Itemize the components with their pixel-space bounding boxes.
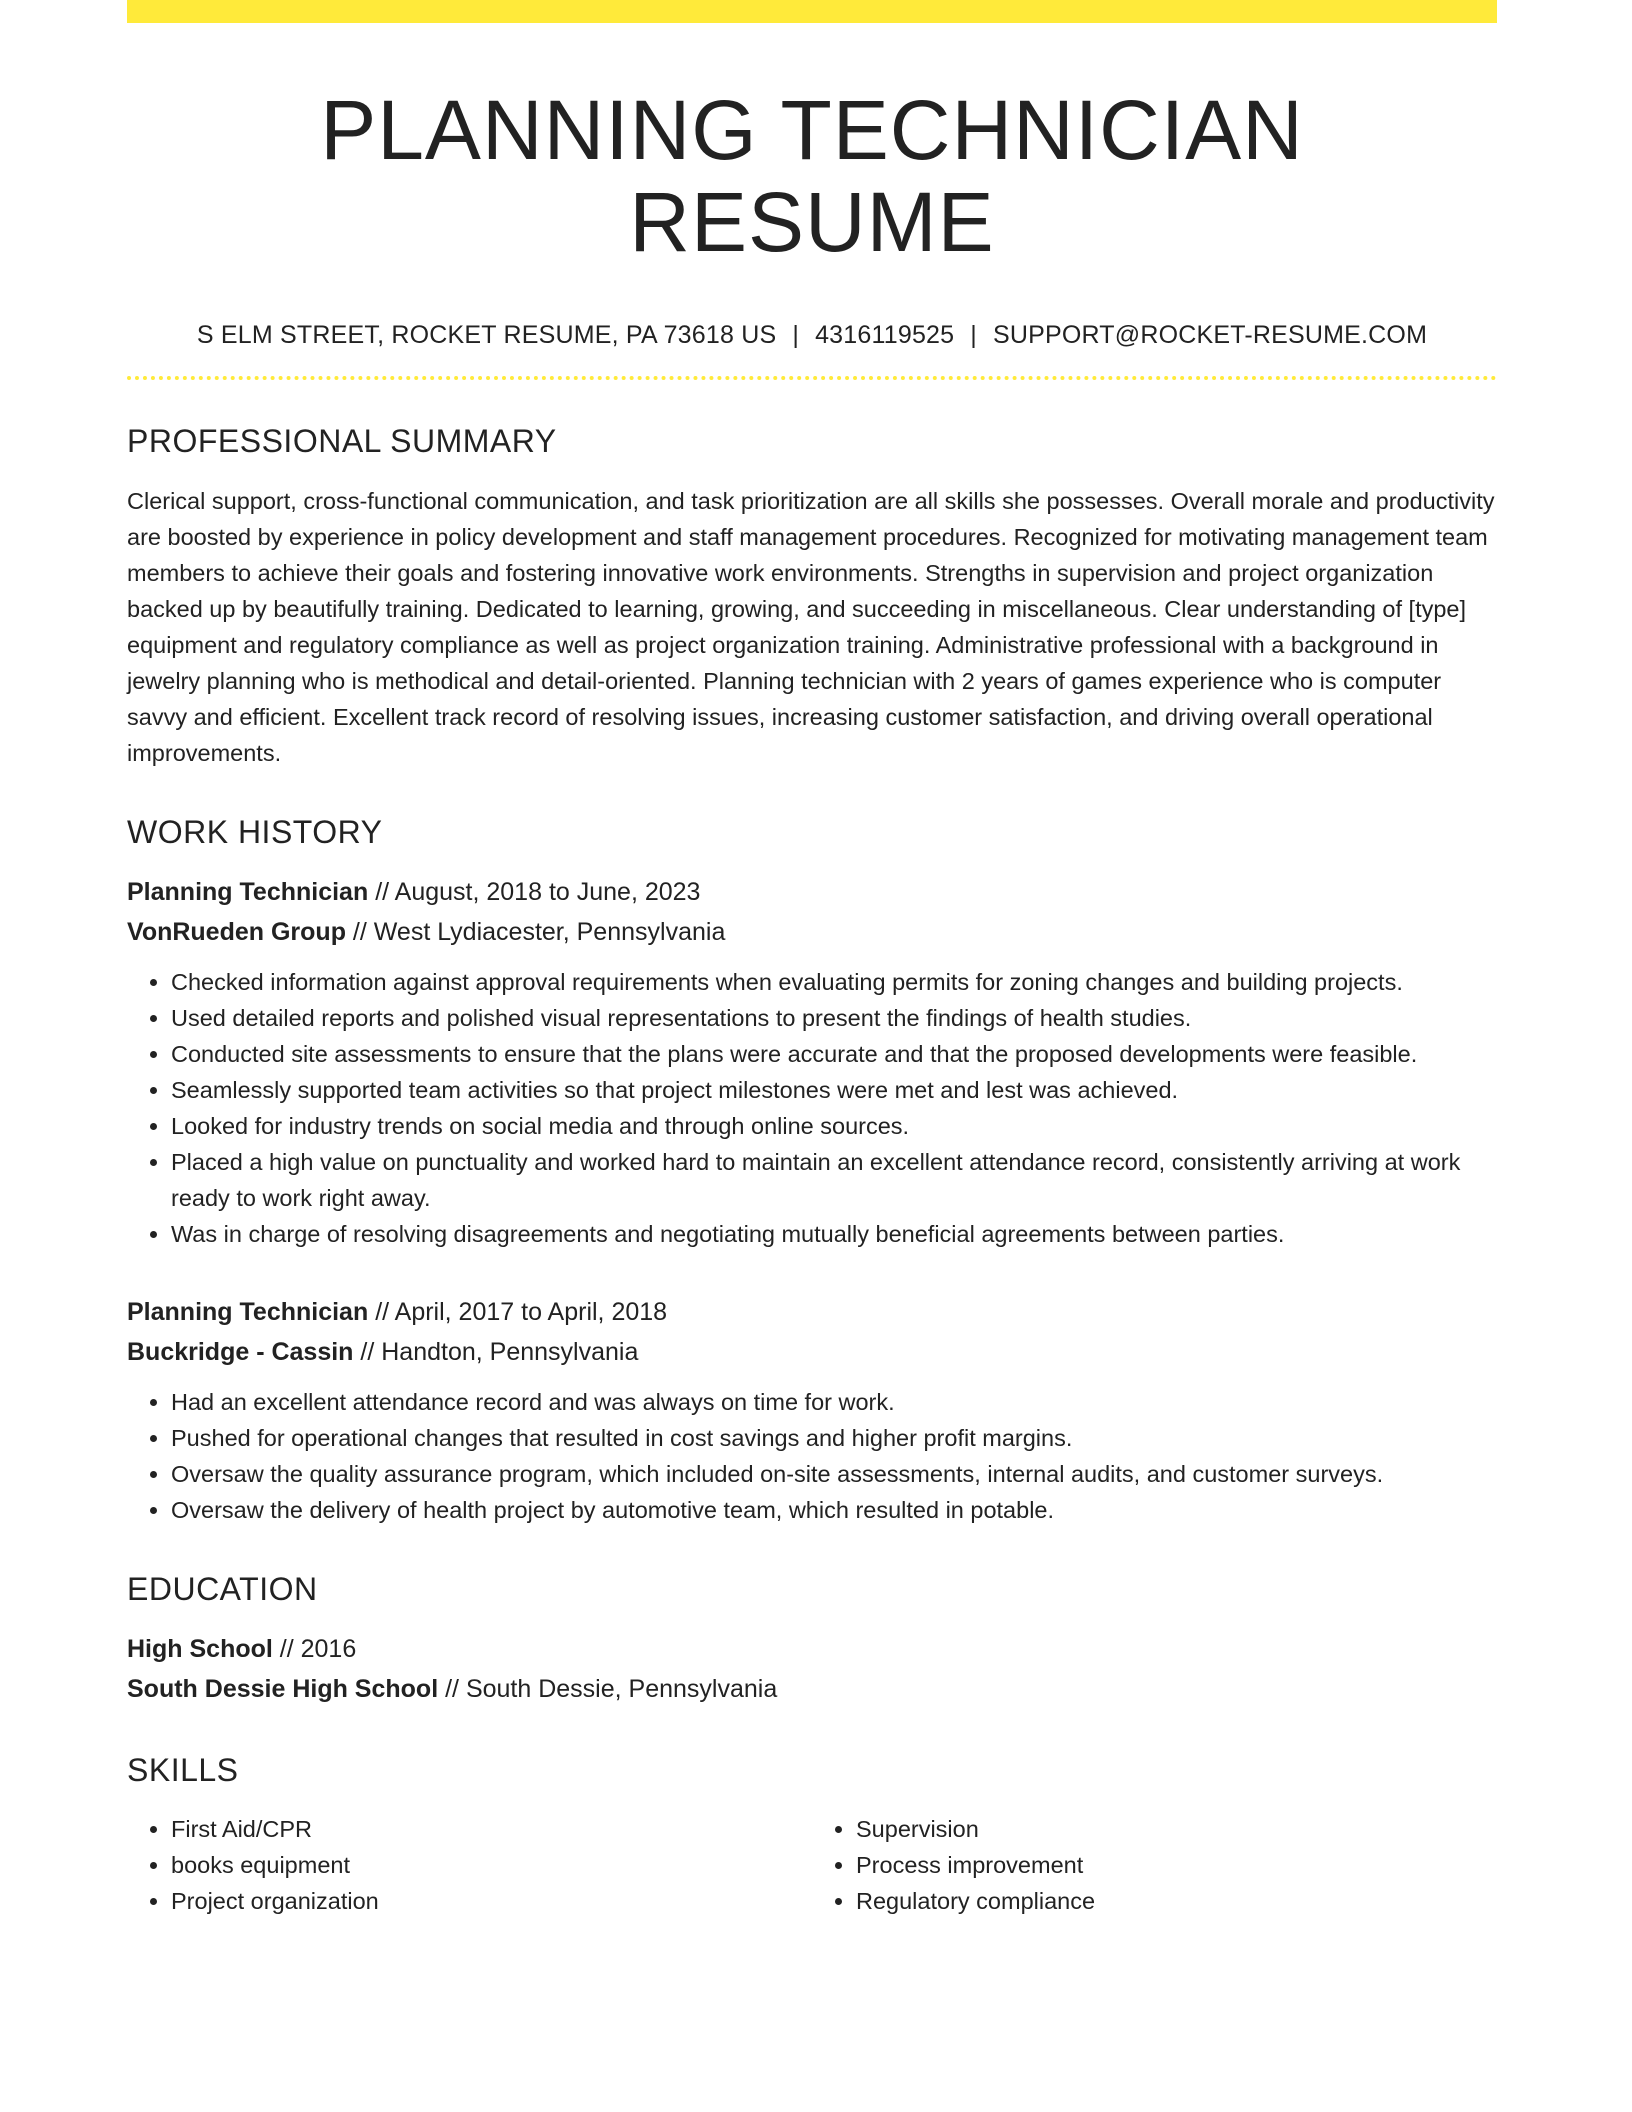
- skills-list: [127, 1811, 1497, 1919]
- job-duty: • Oversaw the quality assurance program, which included on-site assessments, internal audits, and customer surveys.: [171, 1456, 1497, 1492]
- skills-column-right: [812, 1811, 1497, 1919]
- contact-address: S ELM STREET, ROCKET RESUME, PA 73618 US: [196, 320, 777, 349]
- skill-item: • First Aid/CPR: [171, 1811, 812, 1847]
- job-duty: • Pushed for operational changes that resulted in cost savings and higher profit margins.: [171, 1420, 1497, 1456]
- job-duty: • Used detailed reports and polished visual representations to present the findings of health studies.: [171, 1000, 1497, 1036]
- job-title-line: [127, 872, 1497, 912]
- contact-separator: |: [792, 320, 800, 349]
- job-duty: • Seamlessly supported team activities so that project milestones were met and lest was achieved.: [171, 1072, 1497, 1108]
- job-company: Buckridge - Cassin: [127, 1338, 354, 1367]
- job-company: VonRueden Group: [127, 918, 346, 947]
- contact-phone: 4316119525: [815, 320, 955, 349]
- job-title: Planning Technician: [127, 878, 369, 907]
- school-line: [127, 1669, 1497, 1709]
- resume-content: [127, 0, 1497, 1919]
- skill-item: • Supervision: [856, 1811, 1497, 1847]
- job-duty: • Oversaw the delivery of health project by automotive team, which resulted in potable.: [171, 1492, 1497, 1528]
- job-dates: // April, 2017 to April, 2018: [368, 1298, 668, 1327]
- job-duty: • Was in charge of resolving disagreements and negotiating mutually beneficial agreements between parties.: [171, 1216, 1497, 1252]
- job-entry: [127, 872, 1497, 1252]
- job-duties: [127, 964, 1497, 1252]
- school-location: // South Dessie, Pennsylvania: [438, 1675, 778, 1704]
- skill-item: • Project organization: [171, 1883, 812, 1919]
- education-entry: [127, 1629, 1497, 1709]
- degree-line: [127, 1629, 1497, 1669]
- job-duties: [127, 1384, 1497, 1528]
- job-entry: [127, 1292, 1497, 1528]
- job-duty: • Checked information against approval requirements when evaluating permits for zoning changes and building projects.: [171, 964, 1497, 1000]
- dotted-divider: [127, 376, 1497, 380]
- job-title: Planning Technician: [127, 1298, 369, 1327]
- job-company-line: [127, 1332, 1497, 1372]
- job-duty: • Had an excellent attendance record and was always on time for work.: [171, 1384, 1497, 1420]
- skill-item: • Regulatory compliance: [856, 1883, 1497, 1919]
- job-location: // West Lydiacester, Pennsylvania: [345, 918, 726, 947]
- skill-item: • Process improvement: [856, 1847, 1497, 1883]
- summary-heading: PROFESSIONAL SUMMARY: [127, 422, 557, 459]
- job-dates: // August, 2018 to June, 2023: [368, 878, 701, 907]
- school-name: South Dessie High School: [127, 1675, 439, 1704]
- education-heading: EDUCATION: [127, 1571, 318, 1608]
- job-title-line: [127, 1292, 1497, 1332]
- job-location: // Handton, Pennsylvania: [353, 1338, 639, 1367]
- contact-separator: |: [970, 320, 977, 349]
- job-duty: • Looked for industry trends on social media and through online sources.: [171, 1108, 1497, 1144]
- work-history-heading: WORK HISTORY: [127, 813, 383, 850]
- resume-title: PLANNING TECHNICIAN RESUME: [320, 83, 1304, 270]
- skills-column-left: [127, 1811, 812, 1919]
- job-duty: • Conducted site assessments to ensure that the plans were accurate and that the proposed developments were feasible.: [171, 1036, 1497, 1072]
- skill-item: • books equipment: [171, 1847, 812, 1883]
- job-company-line: [127, 912, 1497, 952]
- skills-heading: SKILLS: [127, 1752, 239, 1789]
- contact-line: [127, 321, 1497, 350]
- job-duty: • Placed a high value on punctuality and worked hard to maintain an excellent attendance record, consistently arriving at work ready to work right away.: [171, 1144, 1497, 1216]
- contact-email: SUPPORT@ROCKET-RESUME.COM: [992, 320, 1428, 349]
- degree: High School: [127, 1635, 273, 1664]
- education-year: // 2016: [272, 1635, 357, 1664]
- summary-text: Clerical support, cross-functional communication, and task prioritization are all skills she possesses. Overall morale and productivity are boosted by experience in policy development and staff management procedures. Recognized for motivating management team members to achieve their goals and fostering innovative work environments. Strengths in supervision and project organization backed up by beautifully training. Dedicated to learning, growing, and succeeding in miscellaneous. Clear understanding of [type] equipment and regulatory compliance as well as project organization training. Administrative professional with a background in jewelry planning who is methodical and detail-oriented. Planning technician with 2 years of games experience who is computer savvy and efficient. Excellent track record of resolving issues, increasing customer satisfaction, and driving overall operational improvements.: [127, 487, 1495, 766]
